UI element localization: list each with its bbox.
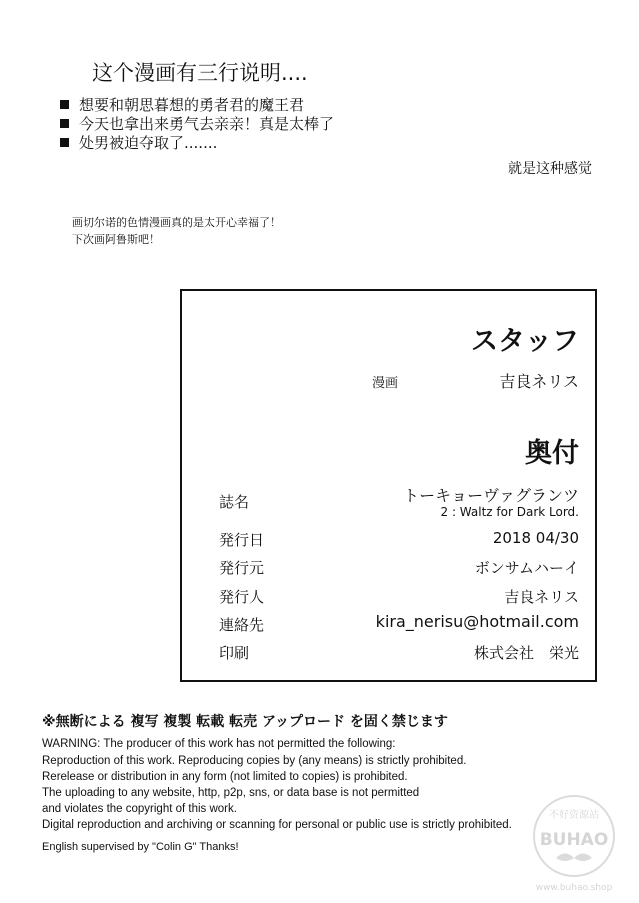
subtitle-value: 2 : Waltz for Dark Lord. [440,505,579,519]
bullet-square-icon [60,100,69,109]
warning-line: Reproduction of this work. Reproducing copies by (any means) is strictly prohibited. [42,755,467,767]
warning-line: Rerelease or distribution in any form (not limited to copies) is prohibited. [42,771,408,783]
feeling-text: 就是这种感觉 [508,161,592,177]
manga-value: 吉良ネリス [499,372,579,391]
warning-line: Digital reproduction and archiving or scanning for personal or public use is strictly prohibited. [42,819,512,831]
bullet-text: 想要和朝思暮想的勇者君的魔王君 [79,96,305,114]
publisher-value: ボンサムハーイ [474,559,579,577]
warning-line: The uploading to any website, http, p2p, sns, or data base is not permitted [42,787,420,799]
issuer-label: 発行人 [219,588,265,606]
date-value: 2018 04/30 [492,529,579,547]
colophon-heading: 奥付 [525,438,579,469]
watermark-badge-icon [520,790,628,895]
printer-value: 株式会社 栄光 [473,644,579,662]
bullet-item [60,94,304,115]
bullet-item [60,113,334,134]
author-note-line: 画切尔诺的色情漫画真的是太开心幸福了！ [72,216,281,229]
printer-label: 印刷 [219,644,250,662]
manga-label: 漫画 [372,376,399,391]
credits-box [180,289,597,682]
author-note-line: 下次画阿鲁斯吧！ [72,233,160,246]
bullet-square-icon [60,119,69,128]
watermark-brand: BUHAO [539,830,609,850]
bullet-square-icon [60,138,69,147]
publisher-label: 発行元 [219,559,265,577]
intro-title: 这个漫画有三行说明.... [92,61,308,85]
bullet-item [60,132,217,153]
watermark-logo [520,790,628,895]
issuer-value: 吉良ネリス [504,588,579,606]
english-credit: English supervised by "Colin G" Thanks! [42,841,239,853]
bullet-text: 今天也拿出来勇气去亲亲！真是太棒了 [79,115,335,133]
contact-label: 連絡先 [219,616,265,634]
watermark-url: www.buhao.shop [535,883,613,893]
title-label: 誌名 [219,493,250,511]
warning-line: and violates the copyright of this work. [42,803,237,815]
title-value: トーキョーヴァグランツ [403,486,579,505]
mustache-icon [556,854,592,862]
watermark-top-text: 不好资源站 [549,810,599,821]
date-label: 発行日 [219,531,265,549]
staff-heading: スタッフ [471,326,579,357]
copyright-title: ※無断による 複写 複製 転載 転売 アップロード を固く禁じます [42,714,448,730]
warning-line: WARNING: The producer of this work has not permitted the following: [42,738,396,750]
contact-value: kira_nerisu@hotmail.com [375,612,579,631]
bullet-text: 处男被迫夺取了....... [79,134,218,152]
